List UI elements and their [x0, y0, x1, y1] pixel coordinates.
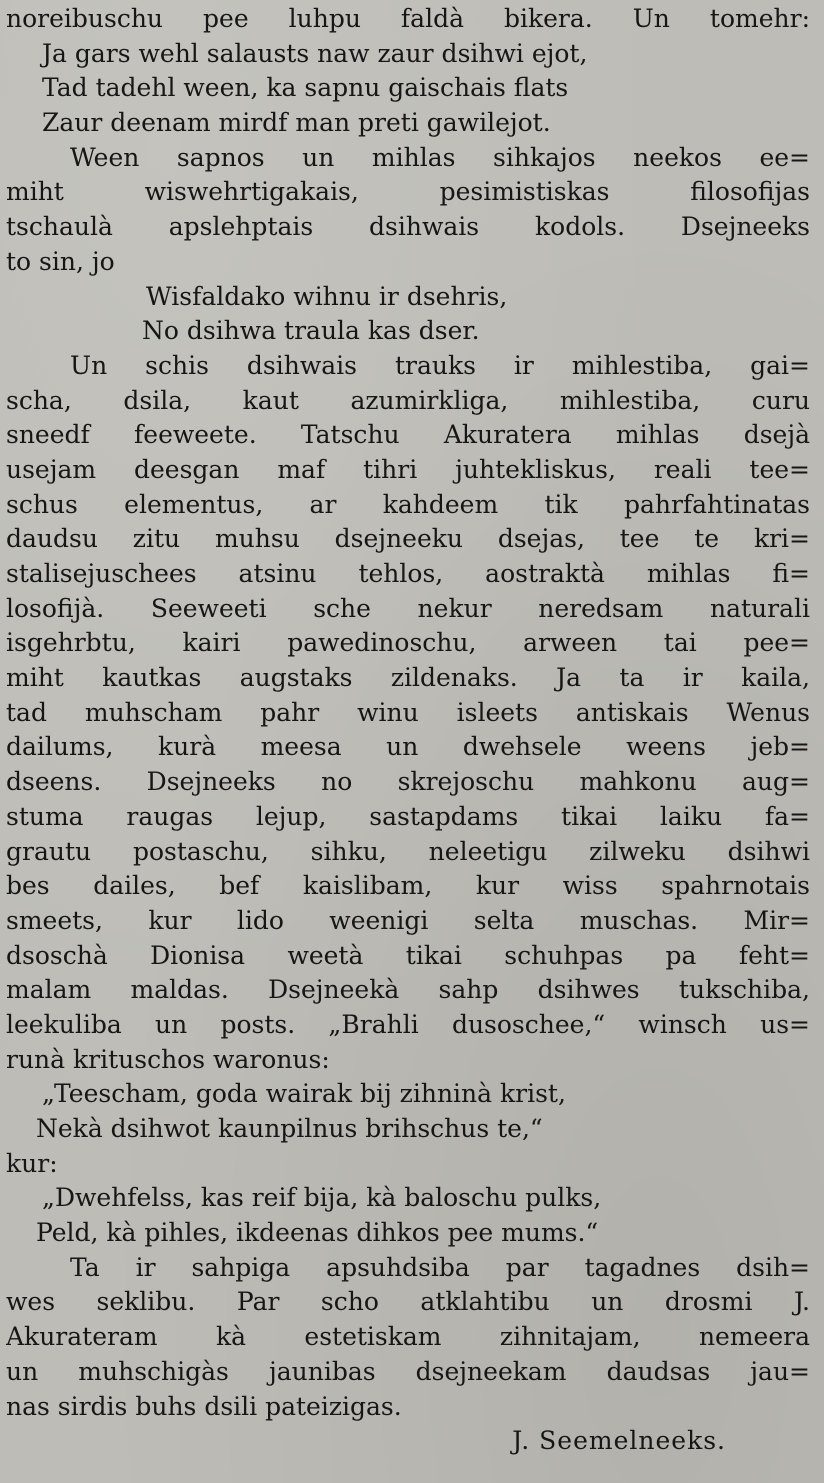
text-line-29: malam maldas. Dsejneekà sahp dsihwes tukschiba,: [6, 975, 810, 1005]
text-line-1: noreibuschu pee luhpu faldà bikera. Un tomehr:: [6, 4, 810, 33]
text-line-7: tschaulà apslehptais dsihwais kodols. Dsejneeks: [6, 212, 810, 242]
text-line-22: dailums, kurà meesa un dwehsele weens jeb=: [6, 732, 810, 762]
text-line-26: bes dailes, bef kaislibam, kur wiss spahrnotais: [6, 871, 810, 901]
text-line-20: miht kautkas augstaks zildenaks. Ja ta ir kaila,: [6, 663, 810, 693]
quote-line-1: „Teescham, goda wairak bij zihninà krist,: [42, 1079, 566, 1109]
text-line-24: stuma raugas lejup, sastapdams tikai laiku fa=: [6, 801, 810, 831]
verse-line-3: Zaur deenam mirdf man preti gawilejot.: [42, 108, 551, 138]
text-line-12: scha, dsila, kaut azumirkliga, mihlestiba, curu: [6, 385, 810, 415]
verse-line-2: Tad tadehl ween, ka sapnu gaischais flats: [42, 73, 569, 103]
text-line-30: leekuliba un posts. „Brahli dusoschee,“ winsch us=: [6, 1009, 810, 1039]
text-line-27: smeets, kur lido weenigi selta muschas. Mir=: [6, 905, 810, 935]
text-line-40: un muhschigàs jaunibas dsejneekam daudsas jau=: [6, 1356, 810, 1386]
paragraph-start-line: Ween sapnos un mihlas sihkajos neekos ee=: [70, 142, 810, 172]
verse-line-4: Wisfaldako wihnu ir dsehris,: [146, 281, 508, 311]
text-line-19: isgehrbtu, kairi pawedinoschu, arween tai pee=: [6, 628, 810, 658]
text-line-18: losofijà. Seeweeti sche nekur neredsam naturali: [6, 593, 810, 623]
paragraph-start-line: Un schis dsihwais trauks ir mihlestiba, gai=: [70, 350, 810, 380]
text-line-14: usejam deesgan maf tihri juhtekliskus, reali tee=: [6, 454, 810, 484]
text-line-13: sneedf feeweete. Tatschu Akuratera mihlas dsejà: [6, 420, 810, 450]
text-line-8: to sin, jo: [6, 246, 115, 276]
paragraph-start-line: Ta ir sahpiga apsuhdsiba par tagadnes dsih=: [70, 1252, 810, 1282]
text-line-21: tad muhscham pahr winu isleets antiskais Wenus: [6, 697, 810, 727]
text-line-38: wes seklibu. Par scho atklahtibu un drosmi J.: [6, 1287, 810, 1317]
quote-line-4: Peld, kà pihles, ikdeenas dihkos pee mums.“: [36, 1218, 599, 1248]
verse-line-1: Ja gars wehl salausts naw zaur dsihwi ejot,: [42, 38, 588, 68]
text-line-17: stalisejuschees atsinu tehlos, aostraktà mihlas fi=: [6, 559, 810, 588]
text-line-16: daudsu zitu muhsu dsejneeku dsejas, tee te kri=: [6, 524, 810, 554]
quote-line-2: Nekà dsihwot kaunpilnus brihschus te,“: [36, 1114, 543, 1143]
text-line-23: dseens. Dsejneeks no skrejoschu mahkonu aug=: [6, 767, 810, 797]
text-line-25: grautu postaschu, sihku, neleetigu zilweku dsihwi: [6, 836, 810, 866]
text-line-41: nas sirdis buhs dsili pateizigas.: [6, 1391, 402, 1421]
quote-line-3: „Dwehfelss, kas reif bija, kà baloschu pulks,: [42, 1183, 602, 1213]
text-line-28: dsoschà Dionisa weetà tikai schuhpas pa feht=: [6, 940, 810, 970]
text-line-15: schus elementus, ar kahdeem tik pahrfahtinatas: [6, 489, 810, 519]
text-line-6: miht wiswehrtigakais, pesimistiskas filosofijas: [6, 177, 810, 207]
text-line-31: runà krituschos waronus:: [6, 1044, 330, 1074]
text-line-39: Akurateram kà estetiskam zihnitajam, nemeera: [6, 1322, 810, 1352]
text-line-34: kur:: [6, 1148, 58, 1178]
author-signature: J. Seemelneeks.: [512, 1426, 726, 1456]
verse-line-5: No dsihwa traula kas dser.: [142, 316, 480, 346]
